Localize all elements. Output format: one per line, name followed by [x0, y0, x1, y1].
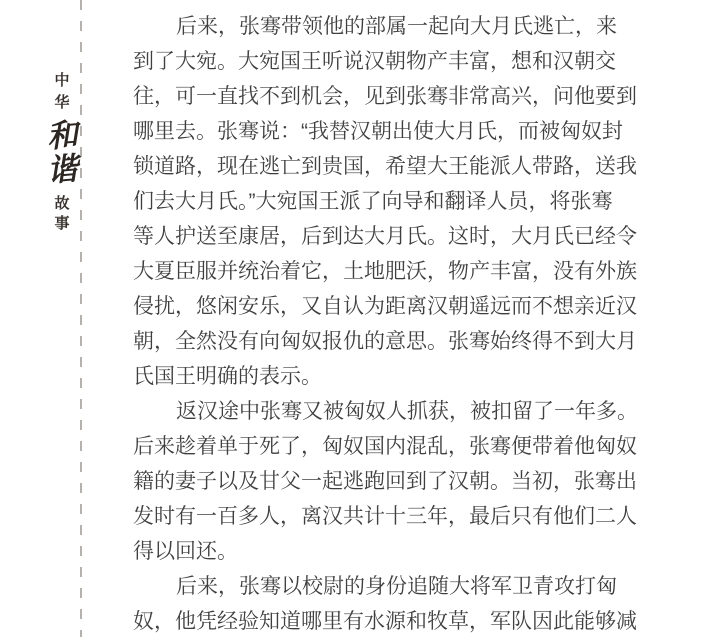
text-line: 得以回还。: [133, 540, 238, 563]
series-title-char-xie-calligraphy: 谐: [44, 150, 79, 189]
text-line: 奴，他凭经验知道哪里有水源和牧草，军队因此能够减: [133, 610, 637, 633]
text-line: 返汉途中张骞又被匈奴人抓获，被扣留了一年多。: [176, 400, 638, 423]
text-line: 后来，张骞以校尉的身份追随大将军卫青攻打匈: [176, 575, 617, 598]
series-title-sidebar: [42, 72, 82, 232]
text-line: 后来，张骞带领他的部属一起向大月氏逃亡，来: [176, 15, 617, 38]
text-line: 氏国王明确的表示。: [133, 365, 322, 388]
series-title-char-hua: 华: [54, 94, 70, 111]
paragraph-3: [133, 569, 637, 637]
text-line: 到了大宛。大宛国王听说汉朝物产丰富，想和汉朝交: [133, 50, 616, 73]
text-line: 往，可一直找不到机会，见到张骞非常高兴，问他要到: [133, 85, 637, 108]
series-title-char-gu: 故: [54, 195, 70, 212]
series-title-char-zhong: 中: [54, 72, 70, 89]
text-line: 发时有一百多人，离汉共计十三年，最后只有他们二人: [133, 505, 637, 528]
paragraph-1: [133, 9, 637, 394]
text-line: 们去大月氏。”大宛国王派了向导和翻译人员，将张骞: [133, 190, 613, 213]
text-line: 朝，全然没有向匈奴报仇的意思。张骞始终得不到大月: [133, 330, 637, 353]
text-line: 等人护送至康居，后到达大月氏。这时，大月氏已经令: [133, 225, 637, 248]
page-body: [133, 9, 638, 637]
text-line: 哪里去。张骞说：“我替汉朝出使大月氏，而被匈奴封: [133, 120, 623, 143]
text-line: 侵扰，悠闲安乐，又自认为距离汉朝遥远而不想亲近汉: [133, 295, 637, 318]
text-line: 后来趁着单于死了，匈奴国内混乱，张骞便带着他匈奴: [133, 435, 637, 458]
text-line: 锁道路，现在逃亡到贵国，希望大王能派人带路，送我: [133, 155, 637, 178]
paragraph-2: [133, 394, 638, 569]
text-line: 籍的妻子以及甘父一起逃跑回到了汉朝。当初，张骞出: [133, 470, 637, 493]
text-line: 大夏臣服并统治着它，土地肥沃，物产丰富，没有外族: [133, 260, 637, 283]
series-title-char-shi: 事: [54, 215, 70, 232]
series-title-char-he-calligraphy: 和: [44, 116, 79, 155]
